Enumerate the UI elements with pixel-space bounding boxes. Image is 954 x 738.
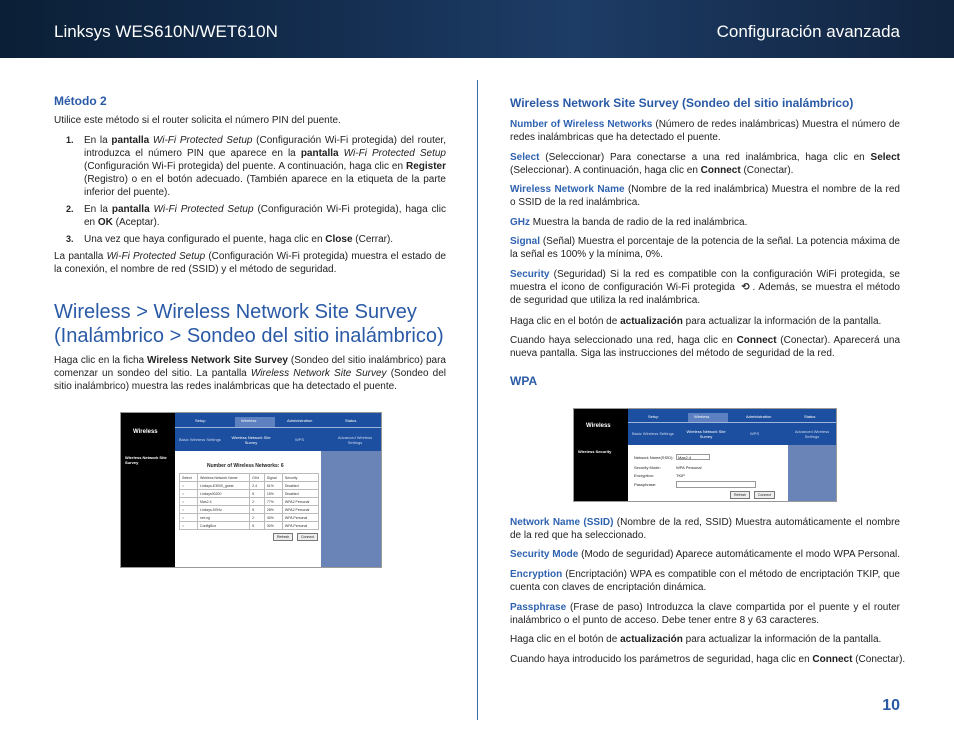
subtab-advanced[interactable]: Advanced Wireless Settings bbox=[337, 435, 373, 445]
summary-text: La pantalla Wi-Fi Protected Setup (Configuración Wi-Fi protegida) muestra el estado de la conexión, el nombre de red (SSID) y el método de seguridad. bbox=[54, 251, 446, 275]
wps-icon: ⟲ bbox=[741, 282, 750, 293]
wpa-title: WPA bbox=[510, 374, 538, 388]
right-bar bbox=[321, 451, 382, 568]
tab-administration[interactable]: Administration bbox=[287, 418, 313, 423]
connect-text: Cuando haya seleccionado una red, haga clic en Connect (Conectar). Aparecerá una nueva pantalla. Siga las instrucciones del método de seguridad de la red. bbox=[510, 335, 900, 359]
item-select: Select (Seleccionar) Para conectarse a una red inalámbrica, haga clic en Select (Seleccionar). A continuación, haga clic en Connect (Conectar). bbox=[510, 152, 900, 176]
tab-status[interactable]: Status bbox=[804, 414, 816, 419]
step-3: 3. Una vez que haya configurado el puente, haga clic en Close (Cerrar). bbox=[66, 234, 394, 245]
step-2: 2. En la pantalla Wi-Fi Protected Setup (Configuración Wi-Fi protegida), haga clic en OK (Aceptar). bbox=[66, 204, 446, 228]
brand-block: Wireless bbox=[121, 413, 175, 451]
item-security: Security (Seguridad) Si la red es compatible con la configuración WiFi protegida, se muestra el icono de configuración Wi-Fi protegida ⟲ . Además, se muestra el método de seguridad que utiliza la red inalámbrica. bbox=[510, 269, 900, 306]
site-survey-screenshot bbox=[120, 412, 382, 568]
table-header: Select Wireless Network Name GHz Signal Security bbox=[180, 474, 319, 482]
step-1: 1. En la pantalla Wi-Fi Protected Setup (Configuración Wi-Fi protegida) del router, introduzca el número PIN que aparece en la pantalla Wi-Fi Protected Setup (Configuración Wi-Fi protegida) del puente. A continuación, haga clic en Register (Registro) o en el botón adecuado. (También aparece en la etiqueta de la parte inferior del puente). bbox=[66, 135, 446, 198]
section-name: Configuración avanzada bbox=[716, 22, 900, 41]
survey-description: Haga clic en la ficha Wireless Network Site Survey (Sondeo del sitio inalámbrico) para comenzar un sondeo del sitio. La pantalla Wireless Network Site Survey (Sondeo del sitio inalámbrico) muestra las redes inalámbricas que ha detectado el puente. bbox=[54, 355, 446, 392]
subtab-basic[interactable]: Basic Wireless Settings bbox=[632, 431, 674, 436]
tab-status[interactable]: Status bbox=[345, 418, 357, 423]
item-ghz: GHz Muestra la banda de radio de la red inalámbrica. bbox=[510, 217, 748, 228]
page-number: 10 bbox=[882, 697, 900, 714]
table-row[interactable]: ○ ConfigBox 5 30% WPA Personal bbox=[180, 522, 319, 530]
encryption-value: TKIP bbox=[676, 473, 685, 478]
brand-block: Wireless bbox=[574, 409, 628, 445]
table-row[interactable]: ○ Linksys-5GHz 5 28% WPA2 Personal bbox=[180, 506, 319, 514]
page-header bbox=[0, 0, 954, 58]
tab-administration[interactable]: Administration bbox=[746, 414, 772, 419]
item-network-name: Wireless Network Name (Nombre de la red inalámbrica) Muestra el nombre de la red o SSID de la red inalámbrica. bbox=[510, 184, 900, 208]
survey-title: Wireless Network Site Survey (Sondeo del sitio inalámbrico) bbox=[510, 96, 854, 110]
networks-table bbox=[179, 473, 319, 530]
item-signal: Signal (Señal) Muestra el porcentaje de la potencia de la señal. La potencia máxima de la señal es 100% y la mínima, 0%. bbox=[510, 236, 900, 260]
refresh-button[interactable]: Refresh bbox=[730, 491, 750, 499]
table-row[interactable]: ○ Linksys-E3000_guest 2.4 61% Disabled bbox=[180, 482, 319, 490]
subtab-advanced[interactable]: Advanced Wireless Settings bbox=[794, 429, 830, 439]
right-bar bbox=[788, 445, 837, 502]
subtab-wps[interactable]: WPS bbox=[295, 437, 305, 442]
connect-button[interactable]: Connect bbox=[297, 533, 318, 541]
tab-wireless[interactable]: Wireless bbox=[235, 417, 275, 427]
refresh-button[interactable]: Refresh bbox=[273, 533, 293, 541]
connect-button[interactable]: Connect bbox=[754, 491, 775, 499]
steps-list bbox=[54, 134, 446, 246]
column-divider bbox=[477, 80, 478, 720]
wpa-item-encryption: Encryption (Encriptación) WPA es compatible con el método de encriptación TKIP, que cuenta con claves de encriptación dinámica. bbox=[510, 569, 900, 593]
table-row[interactable]: ○ Max2.4 2 77% WPA2 Personal bbox=[180, 498, 319, 506]
table-row[interactable]: ○ Linksys00200 5 15% Disabled bbox=[180, 490, 319, 498]
product-name: Linksys WES610N/WET610N bbox=[54, 22, 278, 41]
wpa-item-ssid: Network Name (SSID) (Nombre de la red, SSID) Muestra automáticamente el nombre de la red que ha seleccionado. bbox=[510, 517, 900, 541]
side-panel: Wireless Network Site Survey bbox=[121, 451, 175, 568]
subtab-wps[interactable]: WPS bbox=[750, 431, 760, 436]
ssid-field[interactable]: Max2.4 bbox=[676, 454, 710, 460]
tab-bar bbox=[175, 413, 382, 451]
security-mode-value: WPA Personal bbox=[676, 465, 702, 470]
tab-bar bbox=[628, 409, 837, 445]
intro-text: Utilice este método si el router solicita el número PIN del puente. bbox=[54, 115, 341, 126]
table-row[interactable]: ○ net-ng 2 40% WPA Personal bbox=[180, 514, 319, 522]
subtab-basic[interactable]: Basic Wireless Settings bbox=[179, 437, 221, 442]
final-text: Cuando haya introducido los parámetros de seguridad, haga clic en Connect (Conectar). bbox=[510, 654, 906, 665]
tab-setup[interactable]: Setup bbox=[195, 418, 206, 423]
passphrase-field[interactable] bbox=[676, 481, 756, 488]
method-title: Método 2 bbox=[54, 94, 107, 108]
refresh-text: Haga clic en el botón de actualización para actualizar la información de la pantalla. bbox=[510, 316, 882, 327]
wpa-screenshot: Wireless Setup Wireless Administration Status Basic Wireless Settings Wireless Network Site Survey WPS Advanced Wireless Settings Wireless Security Network Name(SSID): Max2.4 Security Mode: WPA Personal Encryption: TKIP Passphrase: Refresh Connect bbox=[573, 408, 837, 502]
tab-wireless[interactable]: Wireless bbox=[688, 413, 728, 422]
side-panel: Wireless Security bbox=[574, 445, 628, 502]
tab-setup[interactable]: Setup bbox=[648, 414, 659, 419]
section-heading: Wireless > Wireless Network Site Survey (Inalámbrico > Sondeo del sitio inalámbrico) bbox=[54, 301, 444, 347]
network-count: Number of Wireless Networks: 6 bbox=[207, 463, 284, 469]
item-number-of-networks: Number of Wireless Networks (Número de redes inalámbricas) Muestra el número de redes inalámbricas que ha detectado el puente. bbox=[510, 119, 900, 143]
refresh2-text: Haga clic en el botón de actualización para actualizar la información de la pantalla. bbox=[510, 634, 882, 645]
subtab-site-survey[interactable]: Wireless Network Site Survey bbox=[686, 429, 726, 439]
subtab-site-survey[interactable]: Wireless Network Site Survey bbox=[231, 435, 271, 445]
wpa-item-passphrase: Passphrase (Frase de paso) Introduzca la clave compartida por el puente y el router inalámbrico o el punto de acceso. Debe tener entre 8 y 63 caracteres. bbox=[510, 602, 900, 626]
wpa-item-security-mode: Security Mode (Modo de seguridad) Aparece automáticamente el modo WPA Personal. bbox=[510, 549, 901, 560]
